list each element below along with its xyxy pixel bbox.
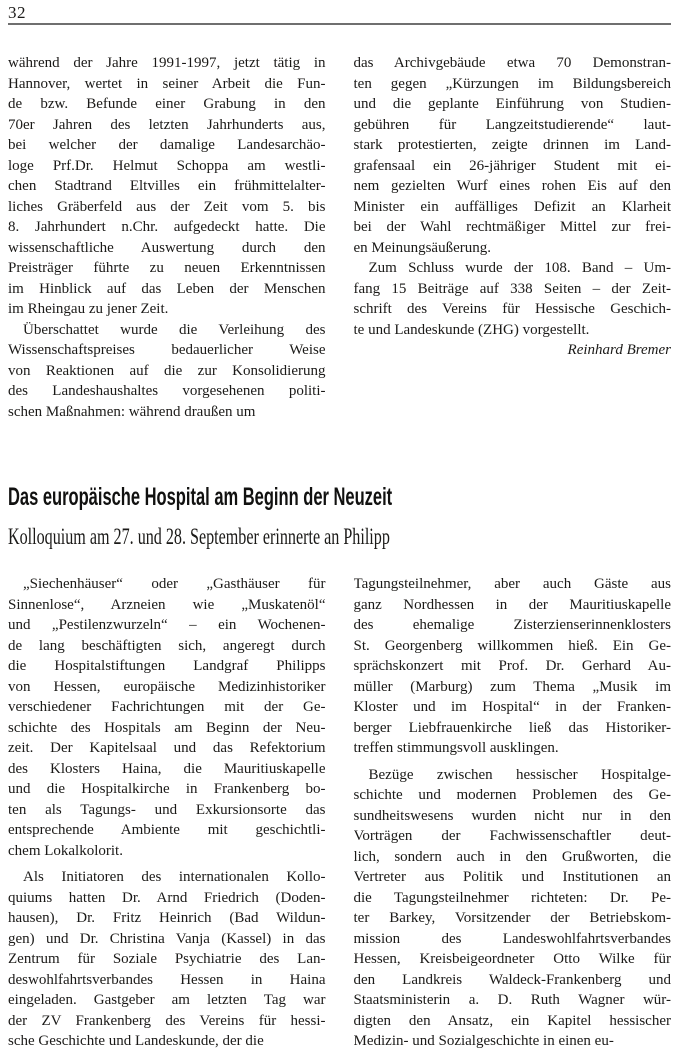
text-line: te und Landeskunde (ZHG) vorgestellt. [353, 321, 590, 338]
paragraph [354, 258, 672, 340]
page-header [8, 4, 671, 25]
text-line: de lang beschäftigten sich, angeregt durch [8, 637, 326, 654]
text-line: und die geplante Einführung von Studien- [353, 96, 671, 112]
text-line: entsprechende Ambiente mit geschichtli- [8, 822, 326, 838]
text-line: ganz Nordhessen in der Mauritiuskapelle [353, 596, 671, 613]
text-line: chem Lokalkolorit. [8, 842, 123, 859]
text-line: ten gegen „Kürzungen im Bildungsbereich [353, 75, 671, 92]
text-line: fang 15 Beiträge auf 338 Seiten – der Zeit- [353, 280, 671, 297]
paragraph [8, 53, 326, 320]
header-rule [8, 23, 671, 25]
text-line: des Klosters Haina, die Mauritiuskapelle [8, 760, 326, 777]
text-line: ten als Tagungs- und Exkursionsorte das [8, 801, 326, 818]
text-line: quiums hatten Dr. Arnd Friedrich (Doden- [8, 889, 326, 906]
text-line: der ZV Frankenberg des Vereins für hessi- [8, 1012, 326, 1029]
text-line: des ehemalige Zisterzienserinnenklosters [353, 617, 671, 633]
text-line: bei welcher der damalige Landesarchäo- [8, 137, 326, 153]
text-line: von Reaktionen auf die zur Konsolidierung [8, 362, 326, 379]
text-line: verschiedener Fachrichtungen mit der Ge- [8, 699, 326, 715]
paragraph [354, 574, 672, 759]
text-line: Reinhard Bremer [567, 342, 671, 358]
text-line: mission des Landeswohlfahrtsverbandes [353, 930, 671, 947]
text-line: liches Gräberfeld aus der Zeit vom 5. bis [8, 198, 326, 215]
text-line: schen Maßnahmen: während draußen um [8, 403, 256, 420]
text-line: Vertreter aus Politik und Institutionen an [353, 869, 671, 885]
article-1 [8, 53, 671, 422]
text-line: Staatsministerin a. D. Ruth Wagner wür- [353, 992, 671, 1008]
text-line: en Meinungsäußerung. [353, 239, 491, 256]
text-line: im Rheingau zu jener Zeit. [8, 301, 169, 317]
text-line: schichte des Hospitals am Beginn der Neu- [8, 719, 326, 736]
text-line: 70er Jahren des letzten Jahrhunderts aus, [8, 116, 326, 133]
article2-columns [8, 574, 671, 1052]
text-line: „Siechenhäuser“ oder „Gasthäuser für [23, 576, 326, 592]
paragraph [8, 574, 326, 861]
text-line: Zentrum für Soziale Psychiatrie des Lan- [8, 951, 326, 967]
text-line: müller (Marburg) zum Thema „Musik im [353, 678, 671, 695]
text-line: ter Barkey, Vorsitzender der Betriebskom- [353, 910, 671, 926]
text-line: St. Georgenberg willkommen hieß. Ein Ge- [353, 637, 671, 654]
text-line: de bzw. Befunde einer Grabung in den [8, 96, 326, 112]
article-2 [8, 484, 671, 1052]
article2-subtitle-text: Kolloquium am 27. und 28. September erinnerte an Philipp [8, 524, 390, 549]
text-line: den Landkreis Waldeck-Frankenberg und [353, 971, 671, 988]
text-line: loge Prf.Dr. Helmut Schoppa am westli- [8, 157, 326, 174]
article1-right-column [354, 53, 672, 422]
text-line: chen Stadtrand Eltvilles ein frühmittelalter- [8, 178, 326, 194]
text-line: gebühren für Langzeitstudierende“ laut- [353, 116, 671, 133]
article2-subtitle [8, 524, 671, 550]
text-line: Zum Schluss wurde der 108. Band – Um- [368, 260, 671, 276]
text-line: Vorträgen der Fachwissenschaftler deut- [353, 828, 671, 844]
text-line: Preisträger führte zu neuen Erkenntnissen [8, 260, 326, 276]
paragraph [354, 53, 672, 258]
text-line: nem gezielten Wurf eines rohen Eis auf den [353, 178, 671, 194]
text-line: des Landeshaushaltes vorgesehenen politi- [8, 383, 326, 399]
article1-columns [8, 53, 671, 422]
text-line: deswohlfahrtsverbandes Hessen in Haina [8, 971, 326, 988]
article2-title-text: Das europäische Hospital am Beginn der Neuzeit [8, 483, 393, 511]
text-line: das Archivgebäude etwa 70 Demonstran- [353, 55, 671, 71]
text-line: und die Hospitalkirche in Frankenberg bo- [8, 781, 326, 797]
article1-left-column [8, 53, 326, 422]
text-line: von Hessen, europäische Medizinhistoriker [8, 678, 326, 695]
text-line: sche Geschichte und Landeskunde, der die [8, 1033, 264, 1049]
text-line: 8. Jahrhundert n.Chr. aufgedeckt hatte. Die [8, 219, 326, 235]
text-line: Sinnenlose“, Arzneien wie „Muskatenöl“ [8, 596, 326, 613]
paragraph [8, 320, 326, 423]
text-line: Medizin- und Sozialgeschichte in einen eu- [353, 1033, 614, 1049]
article2-right-column [354, 574, 672, 1052]
text-line: bei der Wahl rechtmäßiger Mittel zur frei- [353, 219, 671, 235]
text-line: Tagungsteilnehmer, aber auch Gäste aus [353, 576, 671, 592]
text-line: Hannover, wertet in seiner Arbeit die Fun- [8, 75, 326, 92]
text-line: Hessen, Kreisbeigeordneter Otto Wilke für [353, 951, 671, 967]
text-line: treffen stimmungsvoll ausklingen. [353, 740, 559, 756]
text-line: berger Liebfrauenkirche ließ das Historiker- [353, 719, 671, 736]
text-line: die Tagungsteilnehmer richteten: Dr. Pe- [353, 889, 671, 906]
text-line: grafensaal ein 26-jähriger Student mit ei- [353, 157, 671, 174]
paragraph [354, 765, 672, 1052]
paragraph [8, 867, 326, 1052]
text-line: hausen), Dr. Fritz Heinrich (Bad Wildun- [8, 910, 326, 926]
text-line: Bezüge zwischen hessischer Hospitalge- [368, 766, 671, 783]
article2-left-column [8, 574, 326, 1052]
text-line: sundheitswesens wurden nicht nur in den [353, 807, 671, 824]
text-line: Kloster und im Hospital“ in der Franken- [353, 699, 671, 715]
text-line: Überschattet wurde die Verleihung des [23, 321, 326, 338]
text-line: schichte und modernen Problemen des Ge- [353, 787, 671, 803]
page-number: 32 [8, 3, 26, 22]
paragraph [354, 340, 672, 361]
article2-title [8, 484, 671, 510]
text-line: digten den Ansatz, ein Kapitel hessischer [353, 1012, 671, 1029]
text-line: und „Pestilenzwurzeln“ – ein Wochenen- [8, 617, 326, 633]
text-line: Wissenschaftspreises bedauerlicher Weise [8, 342, 326, 358]
text-line: Als Initiatoren des internationalen Kollo- [23, 869, 326, 885]
text-line: im Hinblick auf das Leben der Menschen [8, 280, 326, 297]
text-line: schrift des Vereins für Hessische Geschich- [353, 301, 671, 317]
text-line: gen) und Dr. Christina Vanja (Kassel) in das [8, 930, 326, 947]
text-line: eingeladen. Gastgeber am letzten Tag war [8, 992, 326, 1008]
text-line: zeit. Der Kapitelsaal und das Refektorium [8, 740, 326, 756]
text-line: stark protestierten, zeigte drinnen im Land- [353, 137, 671, 153]
text-line: lich, sondern auch in den Grußworten, die [353, 848, 671, 865]
text-line: sprächskonzert mit Prof. Dr. Gerhard Au- [353, 658, 671, 674]
text-line: Minister ein auffälliges Defizit an Klarheit [353, 198, 671, 215]
text-line: wissenschaftliche Auswertung durch den [8, 239, 326, 256]
text-line: während der Jahre 1991-1997, jetzt tätig in [8, 55, 326, 71]
text-line: die Hospitalstiftungen Landgraf Philipps [8, 658, 326, 674]
